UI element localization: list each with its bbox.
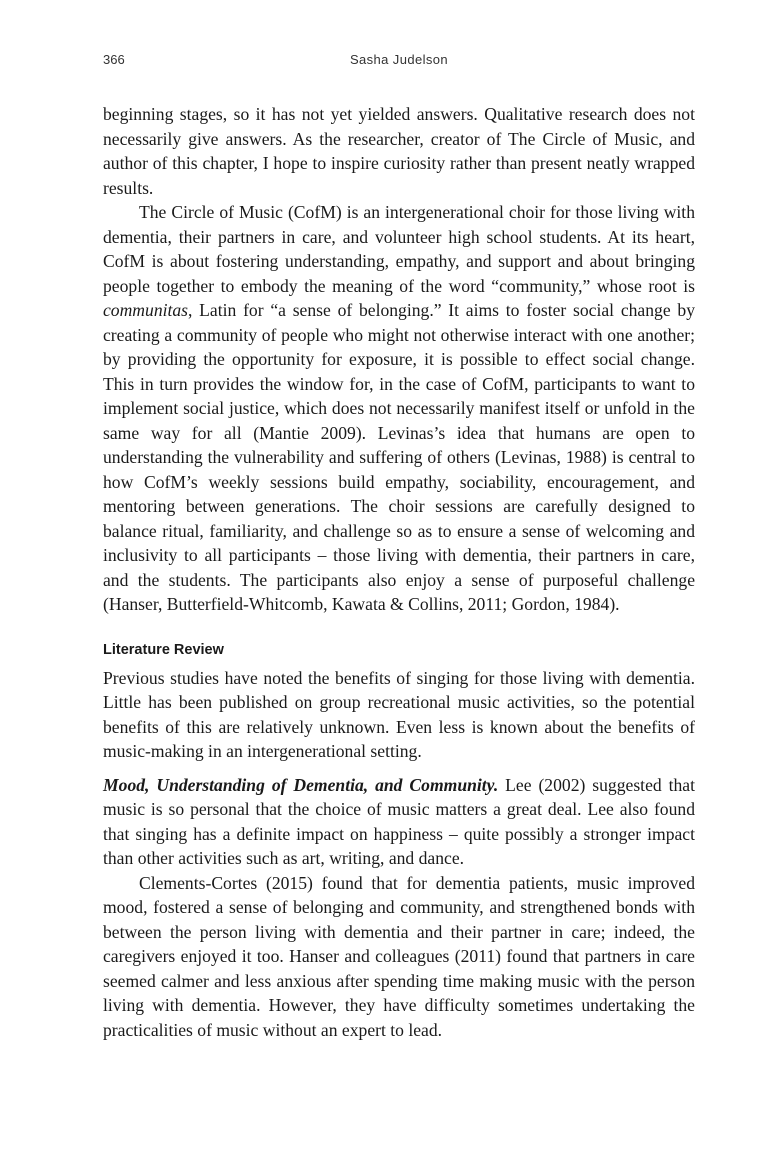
running-head-author: Sasha Judelson	[349, 52, 449, 67]
run-in-heading: Mood, Understanding of Dementia, and Community.	[103, 774, 499, 795]
section-heading: Literature Review	[103, 641, 224, 658]
paragraph-continued: beginning stages, so it has not yet yielded answers. Qualitative research does not necessarily give answers. As the researcher, creator of The Circle of Music, and author of this chapter, I hope to inspire curiosity rather than present neatly wrapped results.	[103, 104, 695, 198]
running-header	[103, 50, 695, 72]
italic-term: communitas	[103, 300, 189, 320]
paragraph-literature-intro: Previous studies have noted the benefits of singing for those living with dementia. Little has been published on group recreational music activities, so the potential benefits of this are relatively unknown. Even less is known about the benefits of music-making in an intergenerational setting.	[103, 667, 695, 761]
paragraph-text: , Latin for “a sense of belonging.” It aims to foster social change by creating a community of people who might not otherwise interact with one another; by providing the opportunity for exposure, it is possible to effect social change. This in turn provides the window for, in the case of CofM, participants to want to implement social justice, which does not necessarily manifest itself or unfold in the same way for all (Mantie 2009). Levinas’s idea that humans are open to understanding the vulnerability and suffering of others (Levinas, 1988) is central to how CofM’s weekly sessions build empathy, sociability, encouragement, and mentoring between generations. The choir sessions are carefully designed to balance ritual, familiarity, and challenge so as to ensure a sense of welcoming and inclusivity to all participants – those living with dementia, their partners in care, and the students. The participants also enjoy a sense of purposeful challenge (Hanser, Butterfield-Whitcomb, Kawata & Collins, 2011; Gordon, 1984).	[103, 300, 695, 614]
paragraph-text: The Circle of Music (CofM) is an intergenerational choir for those living with dementia, their partners in care, and volunteer high school students. At its heart, CofM is about fostering understanding, empathy, and support and about bringing people together to embody the meaning of the word “community,” whose root is	[103, 202, 695, 296]
page-number: 366	[103, 52, 125, 67]
book-page	[103, 50, 695, 1042]
page-body	[103, 102, 695, 1042]
paragraph-clements-cortes: Clements-Cortes (2015) found that for dementia patients, music improved mood, fostered a sense of belonging and community, and strengthened bonds with between the person living with dementia and their partner in care; indeed, the caregivers enjoyed it too. Hanser and colleagues (2011) found that partners in care seemed calmer and less anxious after spending time making music with the person living with dementia. However, they have difficulty sometimes undertaking the practicalities of music without an expert to lead.	[103, 872, 695, 1040]
paragraph-circle-of-music	[103, 200, 695, 617]
paragraph-mood	[103, 773, 695, 871]
paragraph-text: Lee (2002) suggested that music is so personal that the choice of music matters a great deal. Lee also found that singing has a definite impact on happiness – quite possibly a stronger impact than other activities such as art, writing, and dance.	[103, 774, 695, 868]
